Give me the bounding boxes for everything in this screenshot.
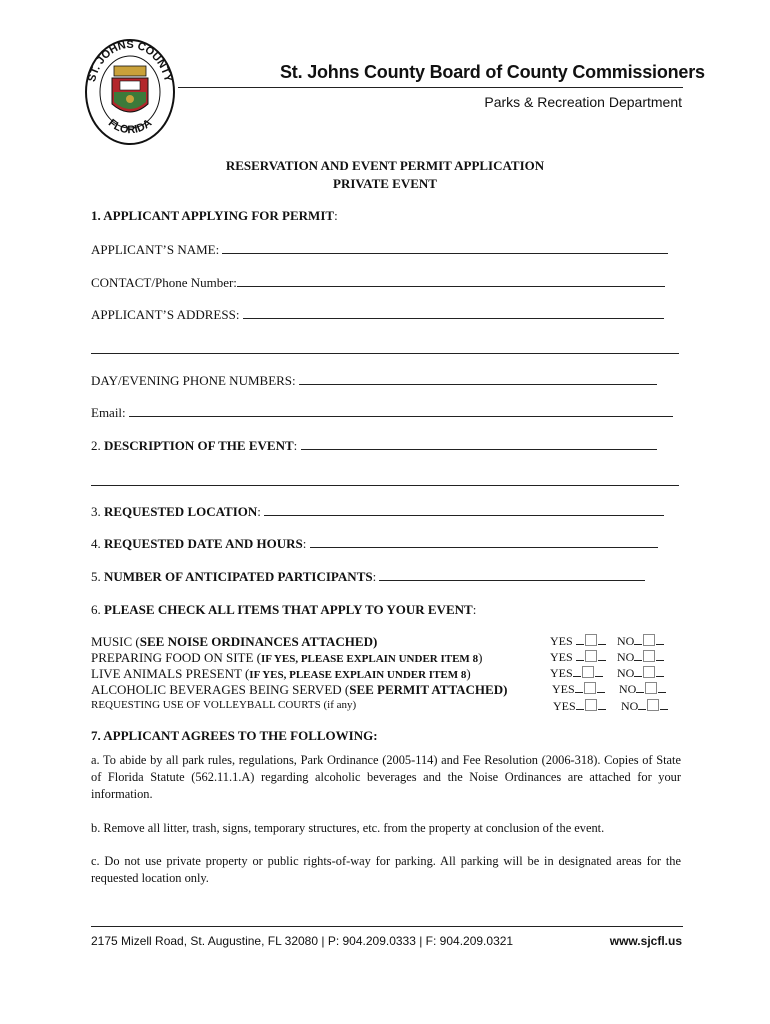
yes-option[interactable]: YES bbox=[552, 682, 605, 697]
participants-label: NUMBER OF ANTICIPATED PARTICIPANTS bbox=[104, 569, 373, 584]
applicant-name-row bbox=[91, 242, 668, 258]
checkbox-icon bbox=[582, 666, 594, 678]
department-name: Parks & Recreation Department bbox=[484, 94, 682, 110]
footer-address: 2175 Mizell Road, St. Augustine, FL 32080 | P: 904.209.0333 | F: 904.209.0321 bbox=[91, 934, 514, 948]
applicant-name-label: APPLICANT’S NAME: bbox=[91, 242, 220, 257]
county-seal-logo bbox=[84, 38, 176, 146]
checklist-item-volleyball: REQUESTING USE OF VOLLEYBALL COURTS (if any) bbox=[91, 699, 357, 711]
agreement-item-b: b. Remove all litter, trash, signs, temporary structures, etc. from the property at conclusion of the event. bbox=[91, 821, 605, 835]
applicant-address-line-2[interactable] bbox=[91, 353, 679, 354]
applicant-name-field[interactable] bbox=[222, 243, 668, 254]
checkbox-icon bbox=[585, 634, 597, 646]
yes-option[interactable]: YES bbox=[550, 666, 603, 681]
checkbox-icon bbox=[645, 682, 657, 694]
footer-divider bbox=[91, 926, 683, 927]
checkbox-icon bbox=[647, 699, 659, 711]
day-evening-phone-label: DAY/EVENING PHONE NUMBERS: bbox=[91, 373, 296, 388]
checklist-item-food: PREPARING FOOD ON SITE (IF YES, PLEASE EXPLAIN UNDER ITEM 8) bbox=[91, 650, 483, 665]
applicant-address-field[interactable] bbox=[243, 308, 664, 319]
email-field[interactable] bbox=[129, 406, 673, 417]
event-description-line-2[interactable] bbox=[91, 485, 679, 486]
checkbox-icon bbox=[585, 699, 597, 711]
section-1-heading: 1. APPLICANT APPLYING FOR PERMIT: bbox=[91, 208, 338, 223]
checklist-row bbox=[91, 682, 681, 698]
requested-location-field[interactable] bbox=[264, 505, 664, 516]
contact-phone-label: CONTACT/Phone Number: bbox=[91, 275, 237, 290]
checklist-item-alcohol: ALCOHOLIC BEVERAGES BEING SERVED (SEE PERMIT ATTACHED) bbox=[91, 682, 508, 697]
event-description-label: DESCRIPTION OF THE EVENT bbox=[104, 438, 294, 453]
agreement-item-a: a. To abide by all park rules, regulations, Park Ordinance (2005-114) and Fee Resolution (2006-318). Copies of State of Florida Statute (562.11.1.A) regarding alcoholic beverages and the Noise Ordinances are attached for your information. bbox=[91, 753, 681, 801]
contact-phone-row bbox=[91, 275, 665, 291]
event-description-field[interactable] bbox=[301, 439, 657, 450]
requested-date-hours-label: REQUESTED DATE AND HOURS bbox=[104, 536, 303, 551]
form-subtitle: PRIVATE EVENT bbox=[333, 176, 437, 191]
agreement-item-c: c. Do not use private property or public rights-of-way for parking. All parking will be in designated areas for the requested location only. bbox=[91, 854, 681, 885]
no-option[interactable]: NO bbox=[621, 699, 668, 714]
form-title: RESERVATION AND EVENT PERMIT APPLICATION bbox=[225, 158, 545, 173]
section-5-row: 5. NUMBER OF ANTICIPATED PARTICIPANTS: bbox=[91, 569, 645, 585]
yes-option[interactable]: YES bbox=[553, 699, 606, 714]
checklist-item-animals: LIVE ANIMALS PRESENT (IF YES, PLEASE EXPLAIN UNDER ITEM 8) bbox=[91, 666, 471, 681]
yes-option[interactable]: YES bbox=[550, 650, 606, 665]
day-evening-phone-field[interactable] bbox=[299, 374, 657, 385]
no-option[interactable]: NO bbox=[619, 682, 666, 697]
participants-field[interactable] bbox=[379, 570, 645, 581]
footer-website-link[interactable]: www.sjcfl.us bbox=[609, 934, 682, 948]
no-option[interactable]: NO bbox=[617, 634, 664, 649]
section-2-row: 2. DESCRIPTION OF THE EVENT: bbox=[91, 438, 657, 454]
checklist-row bbox=[91, 650, 681, 666]
checkbox-icon bbox=[643, 650, 655, 662]
checkbox-icon bbox=[585, 650, 597, 662]
applicant-address-row bbox=[91, 307, 664, 323]
checkbox-icon bbox=[584, 682, 596, 694]
checklist-row bbox=[91, 666, 681, 682]
section-6-heading: 6. PLEASE CHECK ALL ITEMS THAT APPLY TO YOUR EVENT: bbox=[91, 602, 477, 617]
email-label: Email: bbox=[91, 405, 126, 420]
checkbox-icon bbox=[643, 666, 655, 678]
yes-option[interactable]: YES bbox=[550, 634, 606, 649]
email-row bbox=[91, 405, 673, 421]
applicant-address-label: APPLICANT’S ADDRESS: bbox=[91, 307, 240, 322]
svg-text:FLORIDA: FLORIDA bbox=[105, 117, 155, 137]
checklist-row bbox=[91, 699, 681, 715]
section-7-heading: 7. APPLICANT AGREES TO THE FOLLOWING: bbox=[91, 728, 378, 743]
requested-location-label: REQUESTED LOCATION bbox=[104, 504, 258, 519]
no-option[interactable]: NO bbox=[617, 650, 664, 665]
checklist-row bbox=[91, 634, 681, 650]
day-evening-phone-row bbox=[91, 373, 657, 389]
svg-text:ST. JOHNS COUNTY: ST. JOHNS COUNTY bbox=[86, 39, 174, 84]
contact-phone-field[interactable] bbox=[237, 276, 665, 287]
checklist-item-music: MUSIC (SEE NOISE ORDINANCES ATTACHED) bbox=[91, 634, 378, 649]
org-name: St. Johns County Board of County Commissioners bbox=[280, 62, 705, 82]
checkbox-icon bbox=[643, 634, 655, 646]
letterhead-divider bbox=[178, 87, 683, 88]
no-option[interactable]: NO bbox=[617, 666, 664, 681]
requested-date-hours-field[interactable] bbox=[310, 537, 658, 548]
section-3-row: 3. REQUESTED LOCATION: bbox=[91, 504, 664, 520]
section-4-row: 4. REQUESTED DATE AND HOURS: bbox=[91, 536, 658, 552]
